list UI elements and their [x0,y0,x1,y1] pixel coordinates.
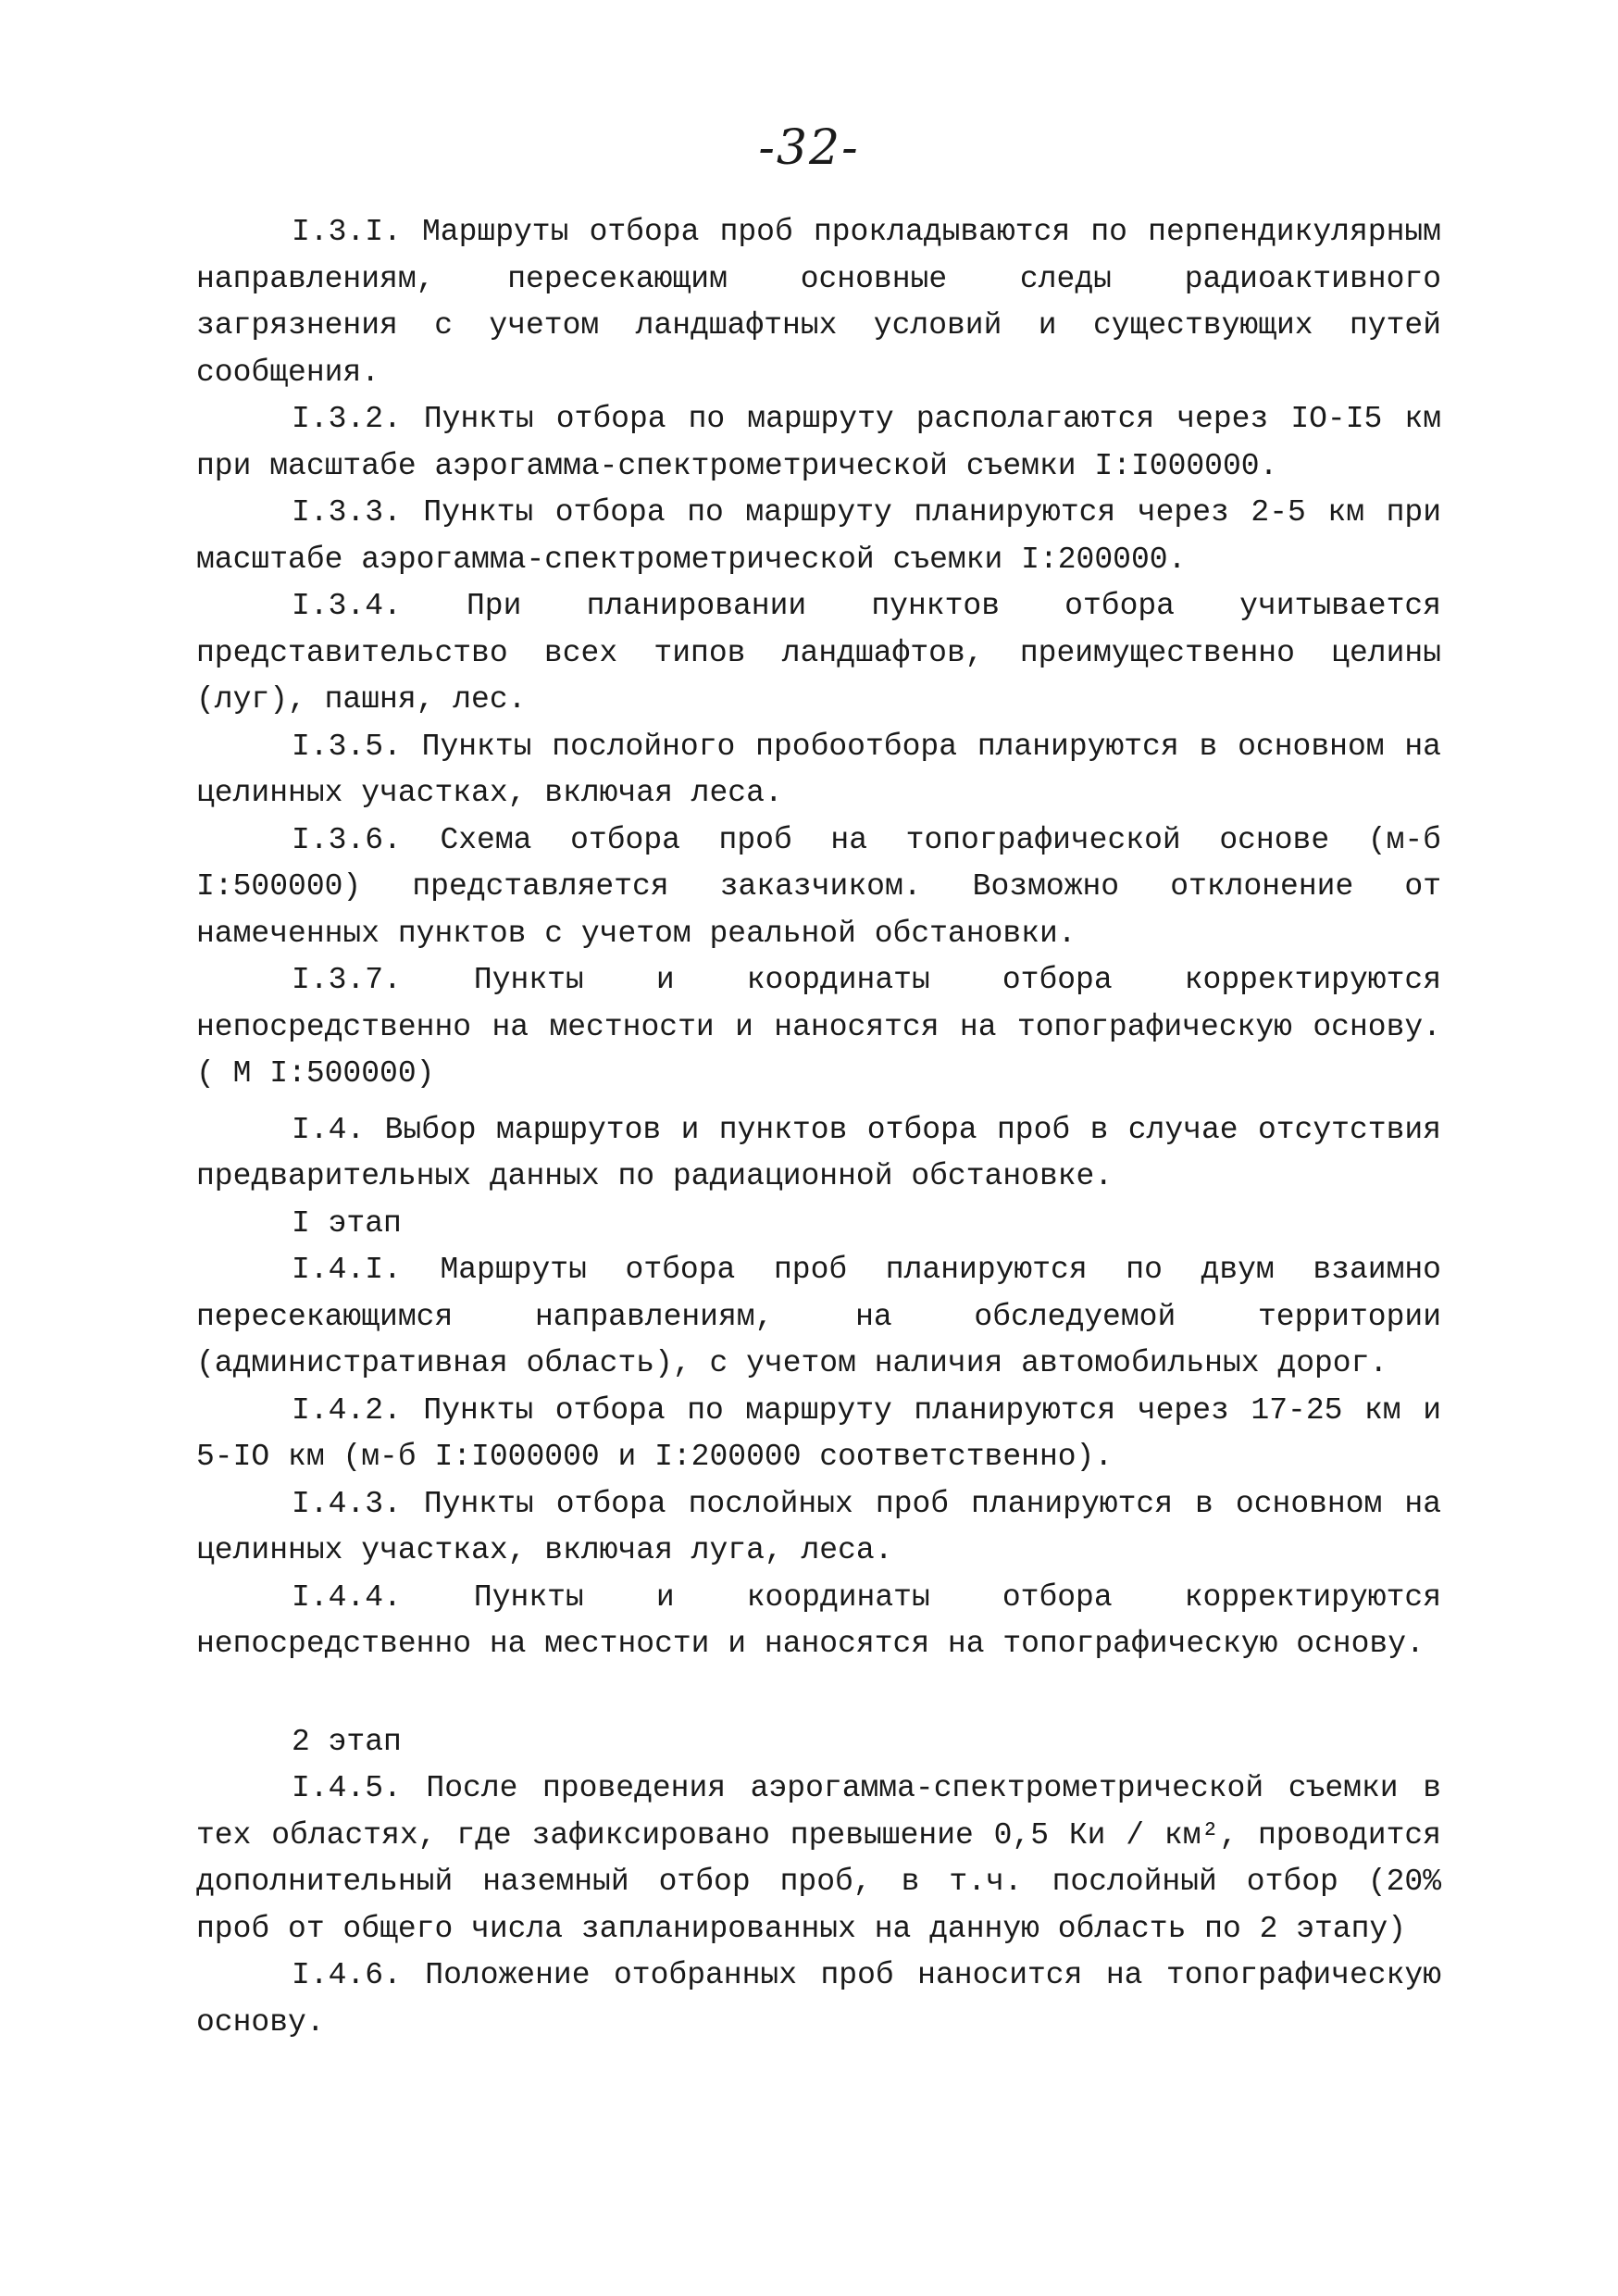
paragraph-1-3-5: I.3.5. Пункты послойного пробоотбора планируются в основном на целинных участках, включая леса. [196,729,1441,810]
paragraph-1-4-2: I.4.2. Пункты отбора по маршруту планируются через 17-25 км и 5-IO км (м-б I:I000000 и I:200000 соответственно). [196,1392,1441,1474]
paragraph-1-3-1: I.3.I. Маршруты отбора проб прокладываются по перпендикулярным направлениям, пересекающим основные следы радиоактивного загрязнения с учетом ландшафтных условий и существующих путей сообщения. [196,215,1441,390]
paragraph-1-4-4: I.4.4. Пункты и координаты отбора корректируются непосредственно на местности и наносятся на топографическую основу. [196,1579,1441,1661]
page-number: -32- [758,120,860,176]
paragraph-1-3-7: I.3.7. Пункты и координаты отбора корректируются непосредственно на местности и наносятся на топографическую основу. ( М I:500000) [196,963,1441,1091]
paragraph-1-3-6: I.3.6. Схема отбора проб на топографической основе (м-б I:500000) представляется заказчиком. Возможно отклонение от намеченных пунктов с учетом реальной обстановки. [196,822,1441,951]
document-body [196,209,1441,2046]
paragraph-1-4-6: I.4.6. Положение отобранных проб наносится на топографическую основу. [196,1958,1441,2040]
stage-2-heading: 2 этап [292,1724,402,1759]
stage-1-heading: I этап [292,1205,402,1241]
paragraph-1-4-1: I.4.I. Маршруты отбора проб планируются по двум взаимно пересекающимся направлениям, на обследуемой территории (административная область), с учетом наличия автомобильных дорог. [196,1253,1441,1380]
paragraph-1-3-4: I.3.4. При планировании пунктов отбора учитывается представительство всех типов ландшафтов, преимущественно целины (луг), пашня, лес. [196,589,1441,717]
paragraph-1-4: I.4. Выбор маршрутов и пунктов отбора проб в случае отсутствия предварительных данных по радиационной обстановке. [196,1112,1441,1193]
paragraph-1-4-5: I.4.5. После проведения аэрогамма-спектрометрической съемки в тех областях, где зафиксировано превышение 0,5 Ки / км², проводится дополнительный наземный отбор проб, в т.ч. послойный отбор (20% проб от общего числа запланированных на данную область по 2 этапу) [196,1771,1441,1946]
paragraph-1-3-3: I.3.3. Пункты отбора по маршруту планируются через 2-5 км при масштабе аэрогамма-спектрометрической съемки I:200000. [196,495,1441,577]
paragraph-1-4-3: I.4.3. Пункты отбора послойных проб планируются в основном на целинных участках, включая луга, леса. [196,1486,1441,1567]
paragraph-1-3-2: I.3.2. Пункты отбора по маршруту располагаются через IO-I5 км при масштабе аэрогамма-спектрометрической съемки I:I000000. [196,402,1441,483]
